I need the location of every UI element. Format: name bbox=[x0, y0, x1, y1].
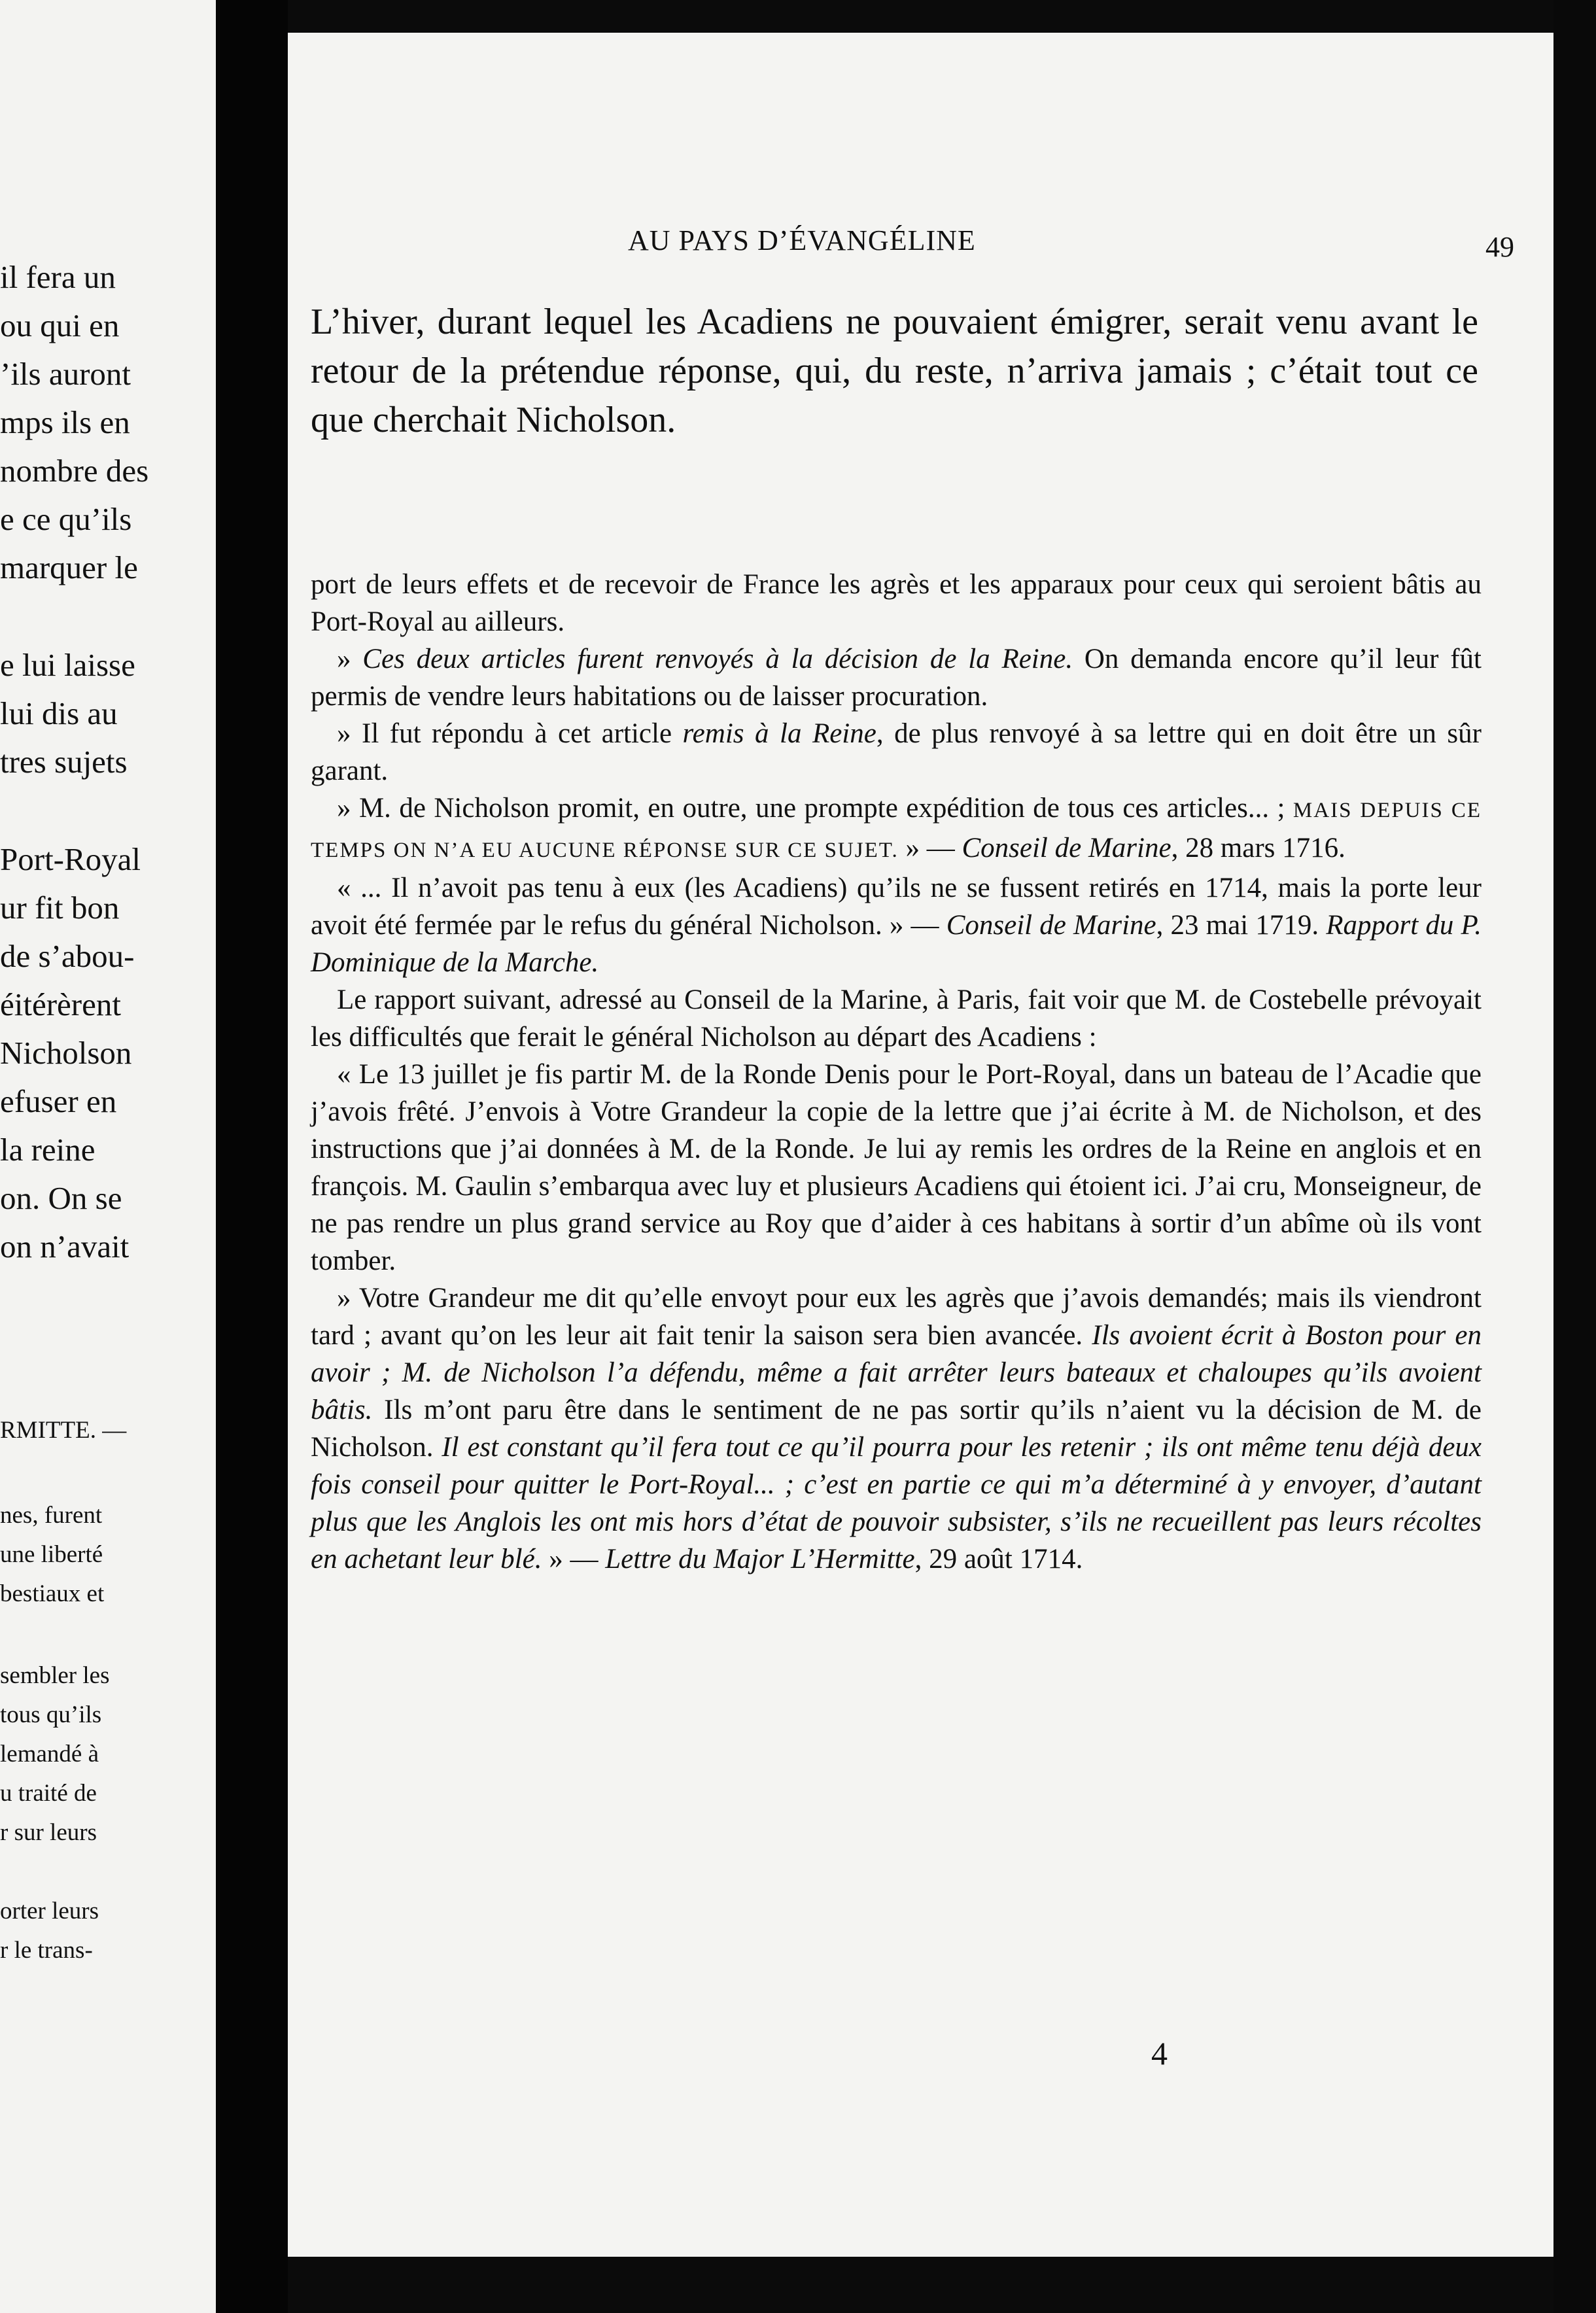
left-page-note-line: u traité de bbox=[0, 1780, 97, 1807]
left-page-note-line: bestiaux et bbox=[0, 1580, 105, 1607]
book-gutter bbox=[216, 0, 288, 2313]
left-page-line: on. On se bbox=[0, 1180, 122, 1216]
signature-mark: 4 bbox=[1151, 2035, 1168, 2072]
left-page-line: de s’abou- bbox=[0, 938, 135, 974]
left-page-note-line: r sur leurs bbox=[0, 1819, 97, 1846]
note-8: » Votre Grandeur me dit qu’elle envoyt pour eux les agrès que j’avois demandés; mais ils viendront tard ; avant qu’on les leur ait fait tenir la saison sera bien avancée. Ils avoient écrit à Boston pour en avoir ; M. de Nicholson l’a défendu, même a fait arrêter leurs bateaux et chaloupes qu’ils avoient bâtis. Ils m’ont paru être dans le sentiment de ne pas sortir qu’ils n’aient vu la décision de M. de Nicholson. Il est constant qu’il fera tout ce qu’il pourra pour les retenir ; ils ont même tenu déjà deux fois conseil pour quitter le Port-Royal... ; c’est en partie ce qui m’a déterminé à y envoyer, d’autant plus que les Anglois les ont mis hors d’état de pouvoir subsister, s’ils ne recueillent pas leurs récoltes en achetant leur blé. » — Lettre du Major L’Hermitte, 29 août 1714. bbox=[311, 1283, 1482, 1574]
page-header bbox=[288, 224, 1553, 276]
left-page-line: mps ils en bbox=[0, 404, 130, 440]
left-page-note-line: r le trans- bbox=[0, 1937, 93, 1964]
left-page-line: ou qui en bbox=[0, 307, 120, 343]
note-6: Le rapport suivant, adressé au Conseil de la Marine, à Paris, fait voir que M. de Costebelle prévoyait les difficultés que ferait le général Nicholson au départ des Acadiens : bbox=[311, 984, 1482, 1052]
left-page-line: éitérèrent bbox=[0, 986, 121, 1022]
book-page bbox=[288, 33, 1553, 2257]
left-page-note-line: tous qu’ils bbox=[0, 1701, 102, 1728]
left-page-line: marquer le bbox=[0, 549, 138, 585]
right-edge bbox=[1553, 0, 1596, 2313]
left-page-line: ’ils auront bbox=[0, 356, 131, 392]
note-3: » Il fut répondu à cet article remis à la Reine, de plus renvoyé à sa lettre qui en doit être un sûr garant. bbox=[311, 718, 1482, 786]
left-page-line: la reine bbox=[0, 1132, 95, 1168]
note-7: « Le 13 juillet je fis partir M. de la Ronde Denis pour le Port-Royal, dans un bateau de l’Acadie que j’avois frêté. J’envois à Votre Grandeur la copie de la lettre que j’ai écrite à M. de Nicholson, et des instructions que j’ai données à M. de la Ronde. Je lui ay remis les ordres de la Reine en anglois et en françois. M. Gaulin s’embarqua avec luy et plusieurs Acadiens qui étoient ici. J’ai cru, Monseigneur, de ne pas rendre un plus grand service au Roy que d’aider à ces habitans à sortir d’un abîme où ils vont tomber. bbox=[311, 1059, 1482, 1276]
left-page-note-line: RMITTE. — bbox=[0, 1417, 127, 1444]
note-2: » Ces deux articles furent renvoyés à la décision de la Reine. On demanda encore qu’il leur fût permis de vendre leurs habitations ou de laisser procuration. bbox=[311, 644, 1482, 712]
left-page-line: on n’avait bbox=[0, 1228, 130, 1264]
left-page-line: Port-Royal bbox=[0, 841, 141, 877]
footnotes bbox=[311, 566, 1482, 1578]
note-4: » M. de Nicholson promit, en outre, une prompte expédition de tous ces articles... ; MAIS DEPUIS CE TEMPS ON N’A EU AUCUNE RÉPONSE SUR CE SUJET. » — Conseil de Marine, 28 mars 1716. bbox=[311, 793, 1482, 863]
page-number: 49 bbox=[1485, 231, 1514, 263]
left-page-note-line: orter leurs bbox=[0, 1898, 99, 1924]
left-page-line: efuser en bbox=[0, 1083, 117, 1119]
left-page-line: nombre des bbox=[0, 453, 149, 489]
note-5: « ... Il n’avoit pas tenu à eux (les Acadiens) qu’ils ne se fussent retirés en 1714, mais la porte leur avoit été fermée par le refus du général Nicholson. » — Conseil de Marine, 23 mai 1719. Rapport du P. Dominique de la Marche. bbox=[311, 873, 1482, 978]
left-page-line: e ce qu’ils bbox=[0, 501, 132, 537]
left-page-fragment bbox=[0, 0, 216, 2313]
left-page-line: e lui laisse bbox=[0, 647, 135, 683]
left-page-line: tres sujets bbox=[0, 744, 128, 780]
left-page-line: il fera un bbox=[0, 259, 116, 295]
left-page-note-line: lemandé à bbox=[0, 1741, 99, 1767]
left-page-line: lui dis au bbox=[0, 695, 118, 731]
left-page-line: Nicholson bbox=[0, 1035, 132, 1071]
left-page-note-line: sembler les bbox=[0, 1662, 110, 1689]
left-page-note-line: nes, furent bbox=[0, 1502, 103, 1529]
main-paragraph: L’hiver, durant lequel les Acadiens ne pouvaient émigrer, serait venu avant le retour de la prétendue réponse, qui, du reste, n’arriva jamais ; c’était tout ce que cherchait Nicholson. bbox=[311, 302, 1478, 440]
left-page-line: ur fit bon bbox=[0, 890, 120, 926]
running-title: AU PAYS D’ÉVANGÉLINE bbox=[628, 224, 976, 256]
note-1: port de leurs effets et de recevoir de France les agrès et les apparaux pour ceux qui seroient bâtis au Port-Royal au ailleurs. bbox=[311, 569, 1482, 637]
left-page-note-line: une liberté bbox=[0, 1541, 103, 1568]
